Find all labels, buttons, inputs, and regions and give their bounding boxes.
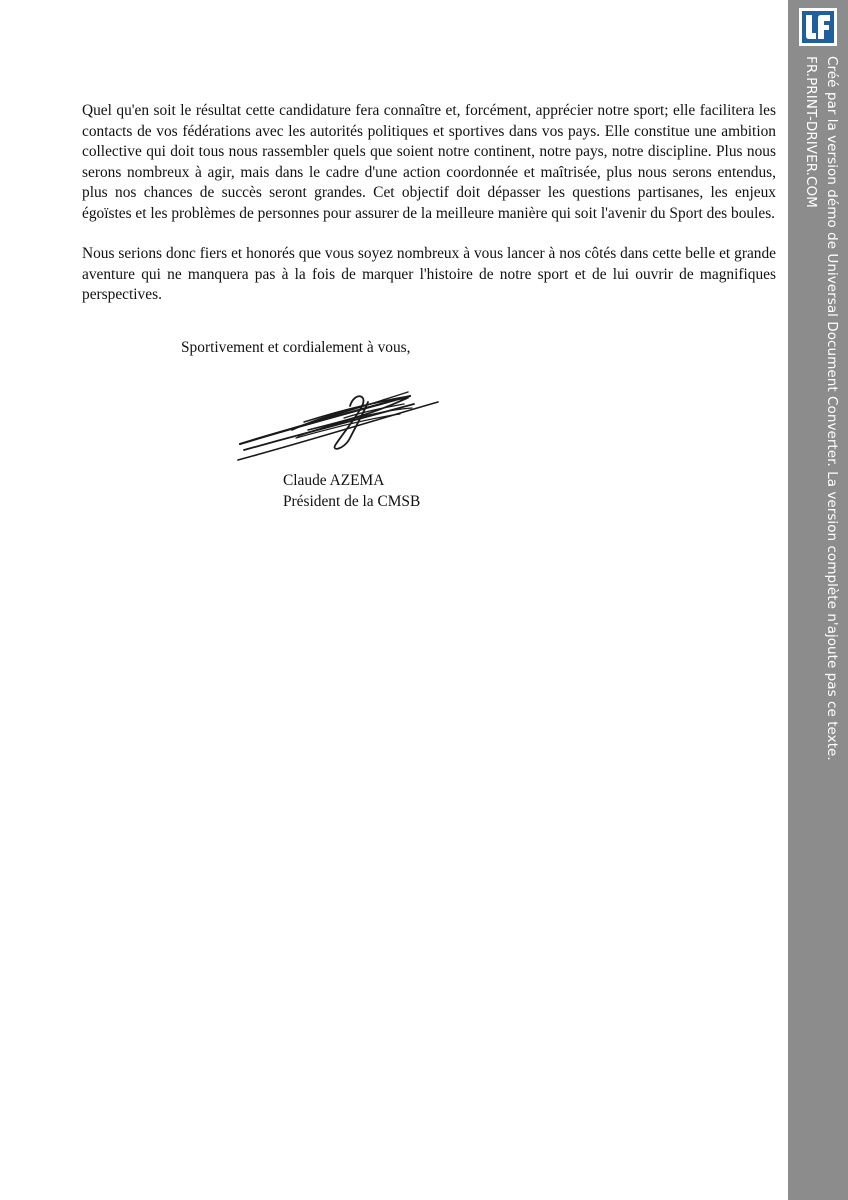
watermark-text	[794, 56, 842, 761]
letter-body	[82, 101, 776, 326]
closing-line: Sportivement et cordialement à vous,	[181, 339, 411, 356]
paragraph-2: Nous serions donc fiers et honorés que vous soyez nombreux à vous lancer à nos côtés dans cette belle et grande aventure qui ne manquera pas à la fois de marquer l'histoire de notre sport et de lui ouvrir de magnifiques perspectives.	[82, 245, 776, 303]
udc-logo-icon	[799, 8, 837, 46]
paragraph-1: Quel qu'en soit le résultat cette candidature fera connaître et, forcément, apprécier notre sport; elle facilitera les contacts de vos fédérations avec les autorités politiques et sportives dans vos pays. Elle constitue une ambition collective qui doit tous nous rassembler quels que soient notre continent, notre pays, notre discipline. Plus nous serons nombreux à agir, mais dans le cadre d'une action coordonnée et maîtrisée, plus nous serons entendus, plus nos chances de succès seront grandes. Cet objectif doit dépasser les questions partisanes, les enjeux égoïstes et les problèmes de personnes pour assurer de la meilleure manière qui soit l'avenir du Sport des boules.	[82, 102, 776, 222]
watermark-line-1: Créé par la version démo de Universal Document Converter. La version complète n'ajoute pas ce texte.	[824, 56, 840, 761]
signatory-title: Président de la CMSB	[283, 492, 421, 510]
signatory-name: Claude AZEMA	[283, 472, 385, 489]
handwritten-signature	[232, 382, 444, 468]
signatory-block	[283, 471, 420, 512]
watermark-line-2: FR.PRINT-DRIVER.COM	[803, 56, 819, 208]
